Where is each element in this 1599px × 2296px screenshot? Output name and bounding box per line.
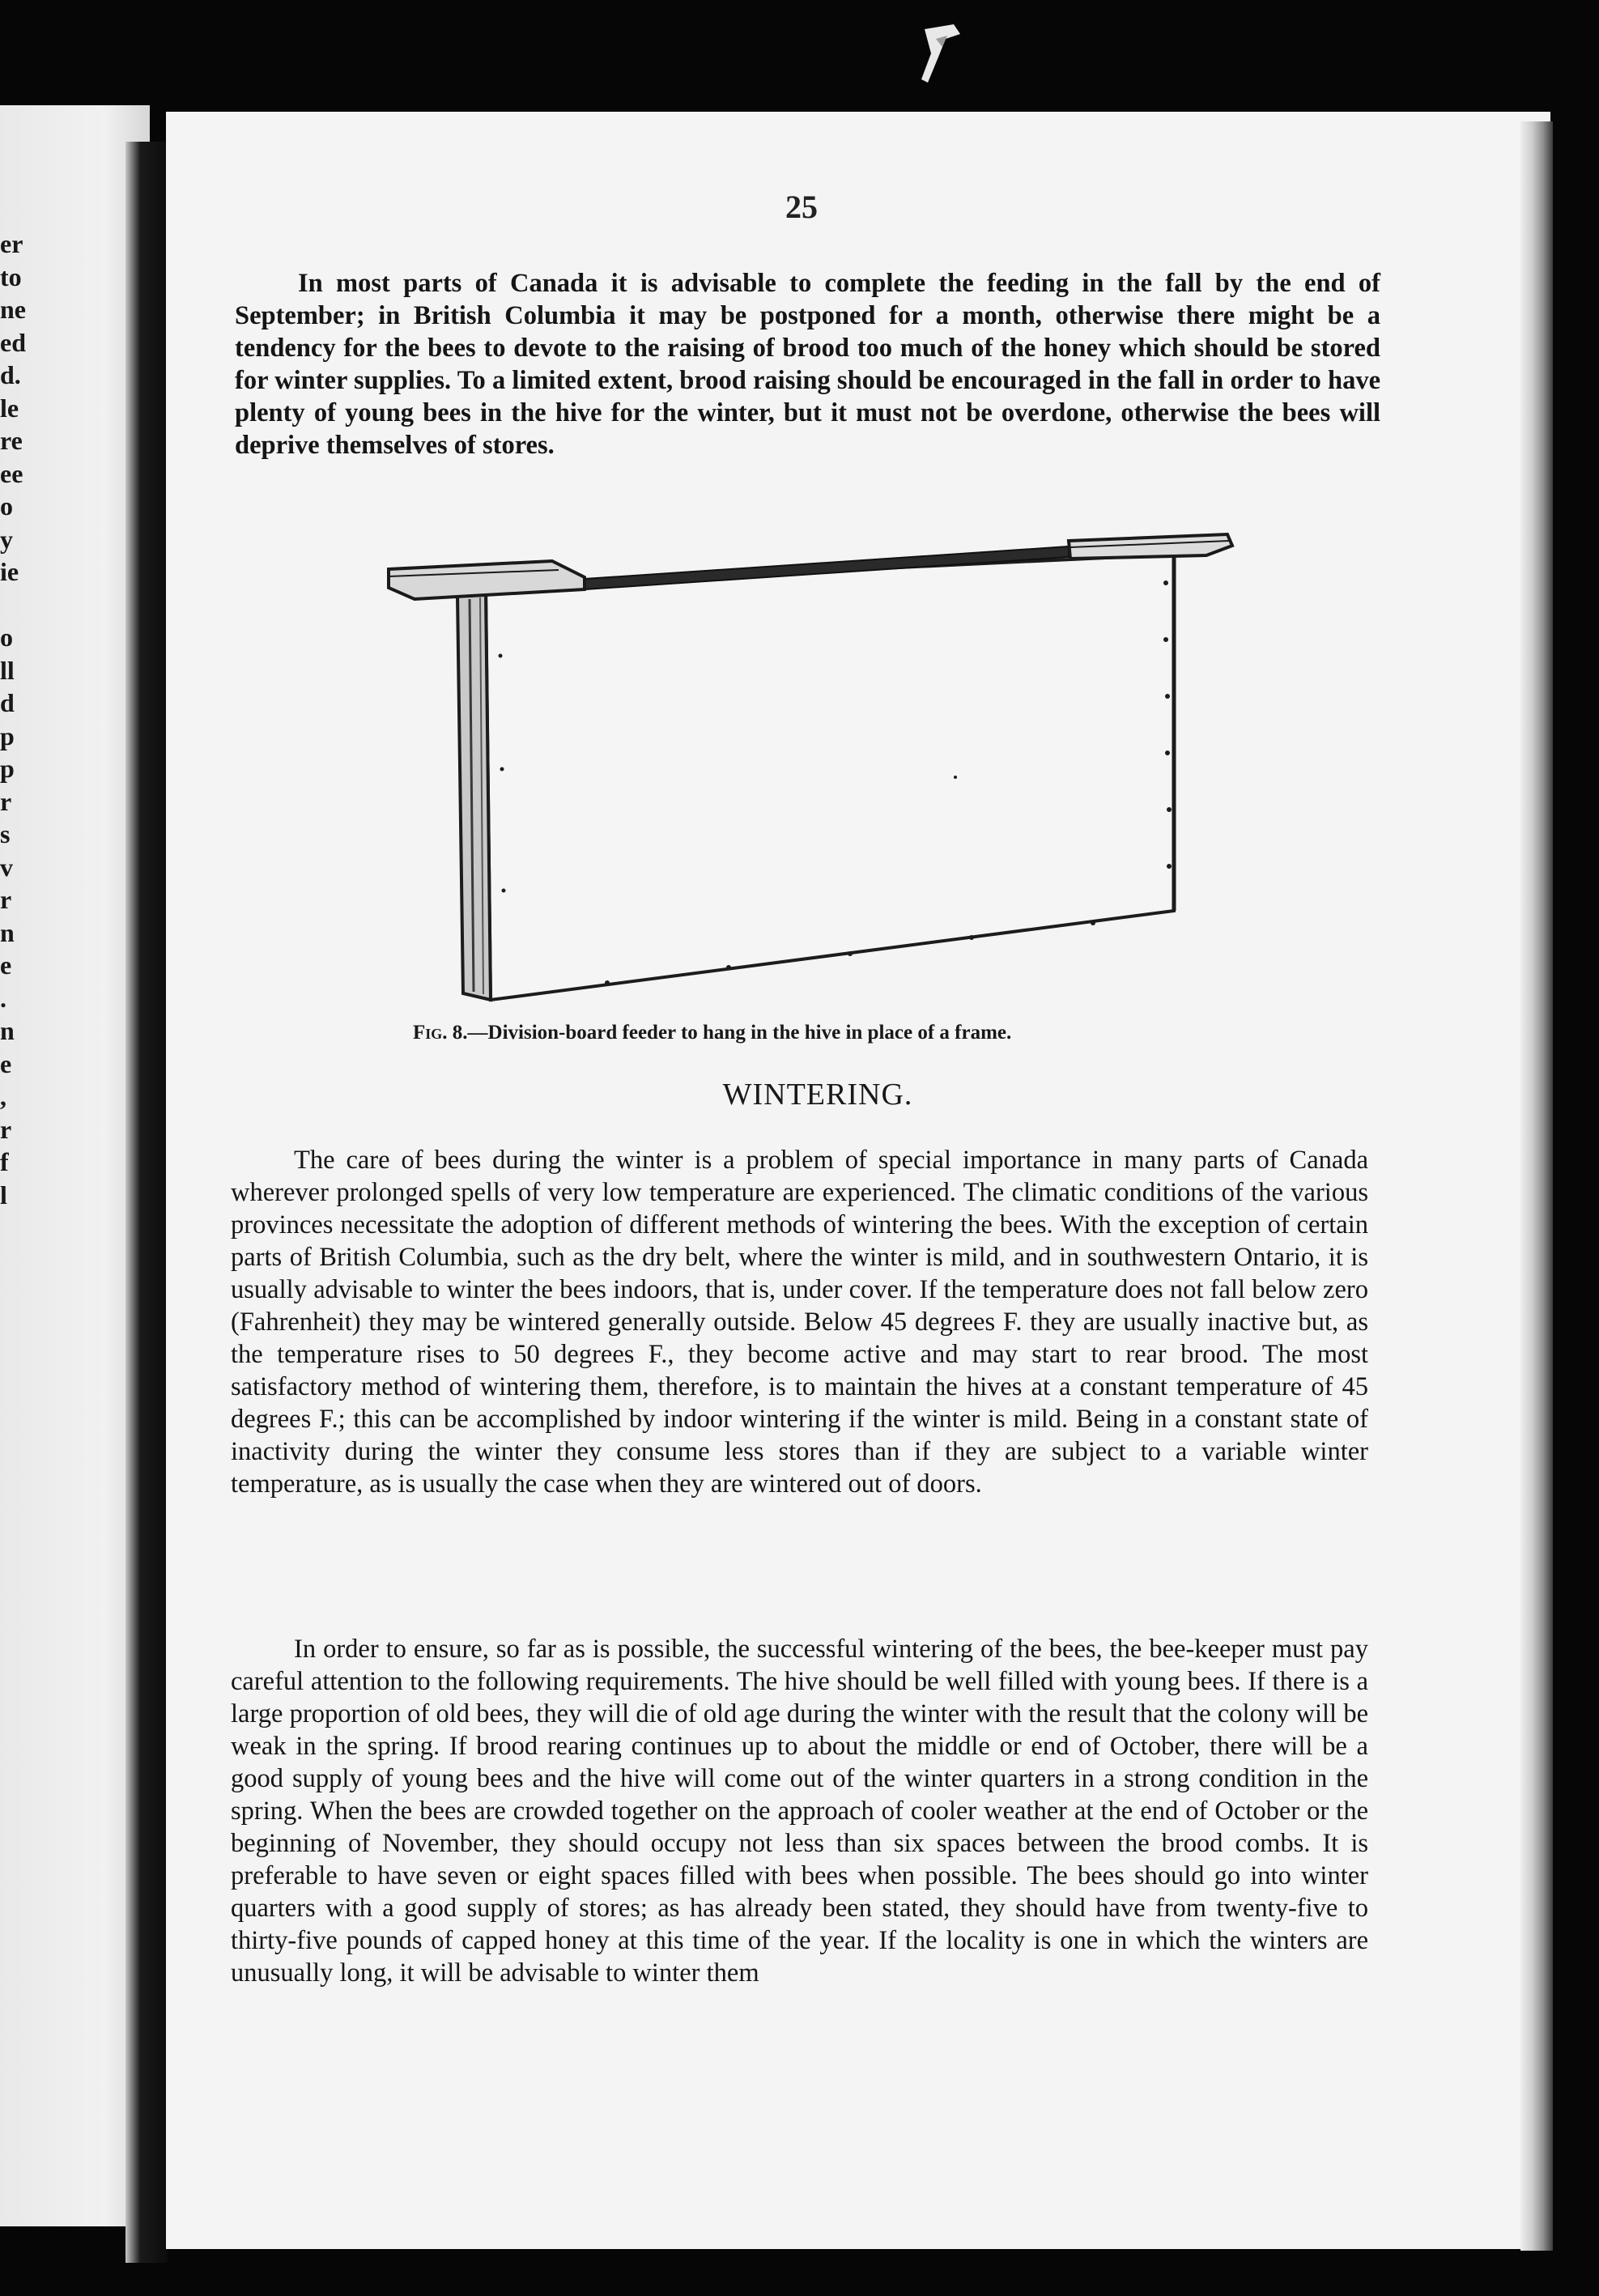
paragraph-wintering-intro: The care of bees during the winter is a problem of special importance in many parts of Canada wherever prolonged spells of very low temperature are experienced. The climatic conditions of the various provinces necessitate the adoption of different methods of wintering the bees. With the exception of certain parts of British Columbia, such as the dry belt, where the winter is mild, and in southwestern Ontario, it is usually advisable to winter the bees indoors, that is, under cover. If the temperature does not fall below zero (Fahrenheit) they may be wintered generally outside. Below 45 degrees F. they are usually inactive but, as the temperature rises to 50 degrees F., they become active and may start to rear brood. The most satisfactory method of wintering them, therefore, is to maintain the hives at a constant temperature of 45 degrees F.; this can be accomplished by indoor wintering if the winter is mild. Being in a constant state of inactivity during the winter they consume less stores than if they are subject to a variable winter temperature, as is usually the case when they are wintered out of doors. — [231, 1146, 1368, 1499]
scan-artifact-mark — [907, 23, 963, 87]
division-board-feeder-illustration — [372, 510, 1247, 1020]
figure-caption-text: —Division-board feeder to hang in the hive in place of a frame. — [467, 1022, 1012, 1044]
paragraph-wintering-requirements: In order to ensure, so far as is possible, the successful wintering of the bees, the bee-keeper must pay careful attention to the following requirements. The hive should be well filled with young bees. If there is a large proportion of old bees, they will die of old age during the winter with the result that the colony will be weak in the spring. If brood rearing continues up to about the middle or end of October, there will be a good supply of young bees and the hive will come out of the winter quarters in a strong condition in the spring. When the bees are crowded together on the approach of cooler weather at the end of October or the beginning of November, they should occupy not less than six spaces between the brood combs. It is preferable to have seven or eight spaces filled with bees when possible. The bees should go into winter quarters with a good supply of stores; as has already been stated, they should have from twenty-five to thirty-five pounds of capped honey at this time of the year. If the locality is one in which the winters are unusually long, it will be advisable to winter them — [231, 1635, 1368, 1988]
section-heading-wintering: WINTERING. — [722, 1078, 913, 1112]
left-page-text-fragments: er to ne ed d. le re ee o y ie o ll d p p r s v r n e . n e , r f l — [0, 229, 26, 1210]
paragraph-feeding: In most parts of Canada it is advisable to complete the feeding in the fall by the end of September; in British Columbia it may be postponed for a month, otherwise there might be a tendency for the bees to devote to the raising of brood too much of the honey which should be stored for winter supplies. To a limited extent, brood raising should be encouraged in the fall in order to have plenty of young bees in the hive for the winter, but it must not be overdone, otherwise the bees will deprive themselves of stores. — [235, 269, 1380, 460]
page-number: 25 — [785, 189, 818, 225]
figure-caption — [413, 1022, 1223, 1044]
book-gutter — [125, 142, 168, 2263]
page-edge-shadow — [1520, 121, 1553, 2251]
figure-label: Fig. 8. — [413, 1022, 468, 1044]
